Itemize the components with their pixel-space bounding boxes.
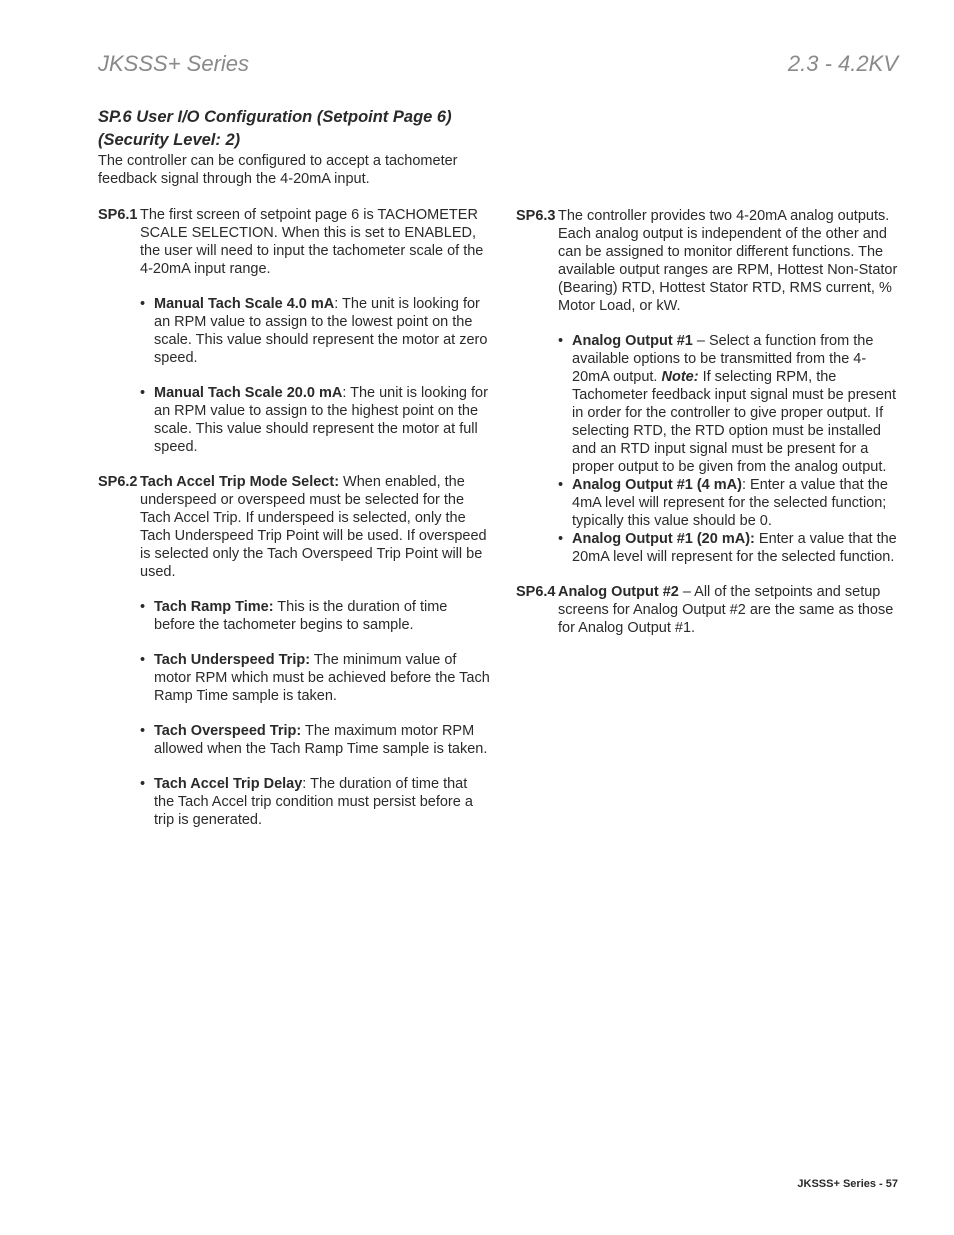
bullet-title: Analog Output #1 <box>572 333 693 349</box>
sp62-text: When enabled, the underspeed or overspeed must be selected for the Tach Accel Trip. If underspeed is selected, only the Tach Underspeed Trip Point will be used. If overspeed is selected only the Tach Overspeed Trip Point will be used. <box>140 474 487 580</box>
bullet-text: : Enter a value that the 4mA level will represent for the selected function; typically this value should be 0. <box>572 477 888 529</box>
bullet-mark: • <box>140 652 146 668</box>
bullet-mark: • <box>140 723 146 739</box>
sp61-block <box>98 206 490 278</box>
list-item <box>98 384 490 456</box>
sp61-text: The first screen of setpoint page 6 is TACHOMETER SCALE SELECTION. When this is set to ENABLED, the user will need to input the tachometer scale of the 4-20mA input range. <box>140 207 484 277</box>
bullet-mark: • <box>140 385 146 401</box>
bullet-title: Manual Tach Scale 20.0 mA <box>154 385 343 401</box>
section-title-line2: (Security Level: 2) <box>98 131 241 149</box>
list-item <box>98 722 490 758</box>
bullet-title: Tach Underspeed Trip: <box>154 652 311 668</box>
sp62-label: SP6.2 <box>98 474 138 490</box>
bullet-title: Analog Output #1 (4 mA) <box>572 477 742 493</box>
list-item <box>98 598 490 634</box>
bullet-mark: • <box>140 296 146 312</box>
bullet-mark: • <box>558 477 564 493</box>
bullet-mark: • <box>140 599 146 615</box>
bullet-text-cont: If selecting RPM, the Tachometer feedback input signal must be present in order for the controller to give proper output. If selecting RTD, the RTD option must be installed and an RTD input signal must be present for a proper output to be given from the analog output. <box>572 369 897 475</box>
bullet-text: – Select a function from the available options to be transmitted from the 4-20mA output. <box>572 333 874 385</box>
bullet-mark: • <box>140 776 146 792</box>
list-item <box>516 530 902 566</box>
bullet-title: Manual Tach Scale 4.0 mA <box>154 296 335 312</box>
bullet-text: Enter a value that the 20mA level will represent for the selected function. <box>572 531 897 565</box>
bullet-title: Tach Ramp Time: <box>154 599 274 615</box>
bullet-text: The maximum motor RPM allowed when the Tach Ramp Time sample is taken. <box>154 723 488 757</box>
sp63-label: SP6.3 <box>516 208 556 224</box>
section-intro: The controller can be configured to accept a tachometer feedback signal through the 4-20mA input. <box>98 153 458 187</box>
sp62-title: Tach Accel Trip Mode Select: <box>140 474 340 490</box>
bullet-text: : The duration of time that the Tach Accel trip condition must persist before a trip is generated. <box>154 776 473 828</box>
list-item <box>98 295 490 367</box>
sp61-label: SP6.1 <box>98 207 138 223</box>
sp62-block <box>98 473 490 581</box>
bullet-mark: • <box>558 333 564 349</box>
sp64-label: SP6.4 <box>516 584 556 600</box>
sp63-block <box>516 207 902 315</box>
bullet-text: : The unit is looking for an RPM value to assign to the highest point on the scale. This value should represent the motor at full speed. <box>154 385 488 455</box>
list-item <box>516 332 902 476</box>
header-voltage-range: 2.3 - 4.2KV <box>787 51 898 76</box>
section-title <box>98 106 490 152</box>
sp64-block <box>516 583 902 637</box>
sp64-text: – All of the setpoints and setup screens for Analog Output #2 are the same as those for Analog Output #1. <box>558 584 894 636</box>
sp64-title: Analog Output #2 <box>558 584 679 600</box>
left-column <box>98 106 490 829</box>
bullet-title: Analog Output #1 (20 mA): <box>572 531 755 547</box>
right-column <box>516 207 902 637</box>
list-item <box>516 476 902 530</box>
header-series-title: JKSSS+ Series <box>98 51 250 76</box>
note-label: Note: <box>661 369 699 385</box>
bullet-text: The minimum value of motor RPM which must be achieved before the Tach Ramp Time sample is taken. <box>154 652 490 704</box>
sp63-text: The controller provides two 4-20mA analog outputs. Each analog output is independent of the other and can be assigned to monitor different functions. The available output ranges are RPM, Hottest Non-Stator (Bearing) RTD, Hottest Stator RTD, RMS current, % Motor Load, or kW. <box>558 208 898 314</box>
bullet-mark: • <box>558 531 564 547</box>
bullet-title: Tach Overspeed Trip: <box>154 723 302 739</box>
section-title-line1: SP.6 User I/O Configuration (Setpoint Page 6) <box>98 108 452 126</box>
bullet-text: : The unit is looking for an RPM value to assign to the lowest point on the scale. This value should represent the motor at zero speed. <box>154 296 488 366</box>
page-footer: JKSSS+ Series - 57 <box>797 1178 898 1190</box>
list-item <box>98 651 490 705</box>
bullet-text: This is the duration of time before the tachometer begins to sample. <box>154 599 448 633</box>
list-item <box>98 775 490 829</box>
bullet-title: Tach Accel Trip Delay <box>154 776 303 792</box>
